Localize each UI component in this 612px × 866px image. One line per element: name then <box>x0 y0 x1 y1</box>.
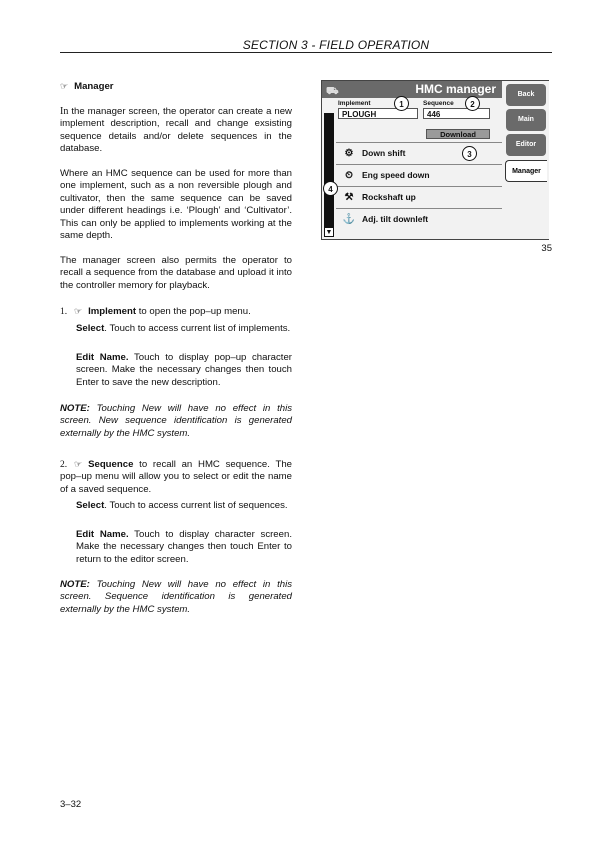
step-1-edit: Edit Name. Touch to display pop–up character screen. Make the necessary changes then touch Enter to save the new description. <box>76 352 292 388</box>
implement-label: Implement <box>338 100 371 107</box>
manager-button[interactable]: Manager <box>505 160 547 182</box>
scroll-down-arrow-icon[interactable]: ▼ <box>325 229 333 236</box>
sequence-field[interactable]: 446 <box>423 108 490 119</box>
side-button-panel <box>503 81 549 239</box>
page-number: 3–32 <box>60 799 82 810</box>
download-button[interactable]: Download <box>426 129 490 139</box>
intro-paragraph-3: The manager screen also permits the operator to recall a sequence from the database and upload it into the controller memory for playback. <box>60 255 292 291</box>
heading-text: Manager <box>74 81 114 92</box>
back-button[interactable]: Back <box>506 84 546 106</box>
engine-speed-icon: ⏲ <box>345 170 353 181</box>
sequence-step-row[interactable]: ⏲ Eng speed down <box>336 164 502 185</box>
header-divider <box>60 52 552 53</box>
editor-button[interactable]: Editor <box>506 134 546 156</box>
intro-paragraph-2: Where an HMC sequence can be used for more than one implement, such as a non reversible plough and cultivator, then the same sequence can be saved under different headings i.e. ‘Plough’ and ‘Cultivator’. This can only be applied to implements working at the same depth. <box>60 168 292 242</box>
section-title: - FIELD OPERATION <box>311 38 430 52</box>
pointing-hand-icon: ☞ <box>74 306 83 316</box>
figure-number: 35 <box>541 243 552 254</box>
step-2-select: Select. Touch to access current list of sequences. <box>76 500 288 511</box>
gear-icon: ⚙ <box>344 148 354 159</box>
sequence-step-row[interactable]: ⚙ Down shift <box>336 142 502 163</box>
tractor-logo-icon: ⛟ <box>326 86 339 97</box>
rockshaft-icon: ⚒ <box>344 192 354 203</box>
step-1-select: Select. Touch to access current list of implements. <box>76 323 291 334</box>
scrollbar[interactable] <box>324 113 334 237</box>
callout-1: 1 <box>394 96 409 111</box>
sequence-step-row[interactable]: ⚓ Adj. tilt downleft <box>336 208 502 229</box>
tilt-icon: ⚓ <box>342 214 356 225</box>
note-2: NOTE: Touching New will have no effect in this screen. Sequence identification is generated externally by the HMC system. <box>60 579 292 615</box>
callout-4: 4 <box>323 181 338 196</box>
manager-heading <box>60 80 292 93</box>
sequence-label: Sequence <box>423 100 454 107</box>
step-1-heading: 1. ☞ Implement to open the pop–up menu. <box>60 306 251 317</box>
implement-field[interactable]: PLOUGH <box>338 108 418 119</box>
screen-title: HMC manager <box>415 82 496 96</box>
hmc-manager-screen <box>321 80 549 240</box>
step-2-heading: 2. ☞ Sequence to recall an HMC sequence. The pop–up menu will allow you to select or edit the name of a saved sequence. <box>60 459 292 495</box>
note-1: NOTE: Touching New will have no effect in this screen. New sequence identification is generated externally by the HMC system. <box>60 403 292 439</box>
pointing-hand-icon: ☞ <box>74 459 83 469</box>
section-label: SECTION 3 <box>242 38 308 52</box>
section-header <box>0 38 612 52</box>
main-button[interactable]: Main <box>506 109 546 131</box>
sequence-step-row[interactable]: ⚒ Rockshaft up <box>336 186 502 207</box>
intro-paragraph-1: In the manager screen, the operator can create a new implement description, recall and change exsisting sequence details and/or delete sequences in the database. <box>60 106 292 155</box>
step-2-edit: Edit Name. Touch to display character screen. Make the necessary changes then touch Enter to return to the editor screen. <box>76 529 292 565</box>
pointing-hand-icon: ☞ <box>60 81 69 91</box>
callout-2: 2 <box>465 96 480 111</box>
callout-3: 3 <box>462 146 477 161</box>
